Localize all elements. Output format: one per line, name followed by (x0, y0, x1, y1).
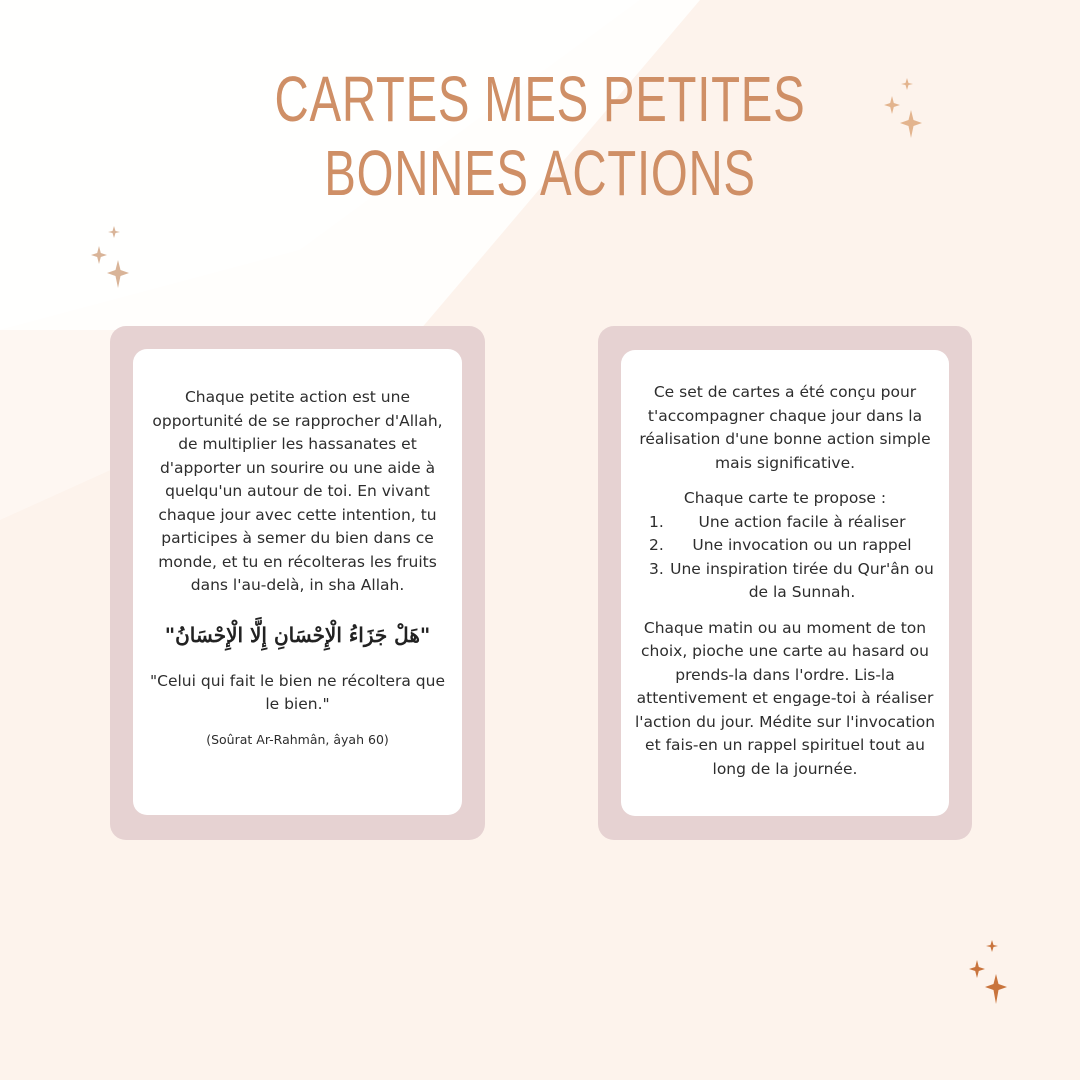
list-item (629, 558, 941, 605)
sparkle-group-left (88, 222, 138, 296)
verse-source: (Soûrat Ar-Rahmân, âyah 60) (206, 731, 389, 747)
sparkle-icon (880, 70, 930, 140)
list-item-number: 3. (649, 559, 664, 578)
list-item (629, 534, 941, 558)
sparkle-group-bottom-right (965, 936, 1015, 1010)
list-item-text: Une invocation ou un rappel (692, 536, 912, 554)
title-line-2: BONNES ACTIONS (324, 137, 756, 209)
sparkle-group-top-right (880, 70, 930, 144)
sparkle-icon (88, 222, 138, 292)
left-card-paragraph: Chaque petite action est une opportunité de se rapprocher d'Allah, de multiplier les hassanates et d'apporter un sourire ou une aide à quelqu'un autour de toi. En vivant chaque jour avec cette intention, tu participes à semer du bien dans ce monde, et tu en récolteras les fruits dans l'au-delà, in sha Allah. (152, 388, 443, 594)
right-card-closing: Chaque matin ou au moment de ton choix, pioche une carte au hasard ou prends-la dans l'ordre. Lis-la attentivement et engage-toi à réaliser l'action du jour. Médite sur l'invocation et fais-en un rappel spirituel tout au long de la journée. (634, 618, 936, 778)
title-line-1: CARTES MES PETITES (274, 63, 806, 135)
arabic-verse: "هَلْ جَزَاءُ الْإِحْسَانِ إِلَّا الْإِحْسَانُ" (164, 622, 431, 647)
right-card-intro: Ce set de cartes a été conçu pour t'accompagner chaque jour dans la réalisation d'une bonne action simple mais significative. (639, 383, 931, 472)
list-item-text: Une action facile à réaliser (698, 512, 906, 531)
list-item-number: 1. (649, 512, 664, 531)
list-heading: Chaque carte te propose : (683, 489, 887, 507)
list-item (629, 511, 941, 535)
feature-list (629, 511, 941, 605)
verse-translation: "Celui qui fait le bien ne récoltera que le bien." (150, 671, 445, 713)
list-item-text: Une inspiration tirée du Qur'ân ou de la Sunnah. (670, 559, 934, 601)
list-item-number: 2. (649, 536, 664, 554)
page-title (140, 62, 939, 210)
left-card (133, 349, 462, 815)
right-card (621, 350, 949, 816)
sparkle-icon (965, 936, 1015, 1006)
